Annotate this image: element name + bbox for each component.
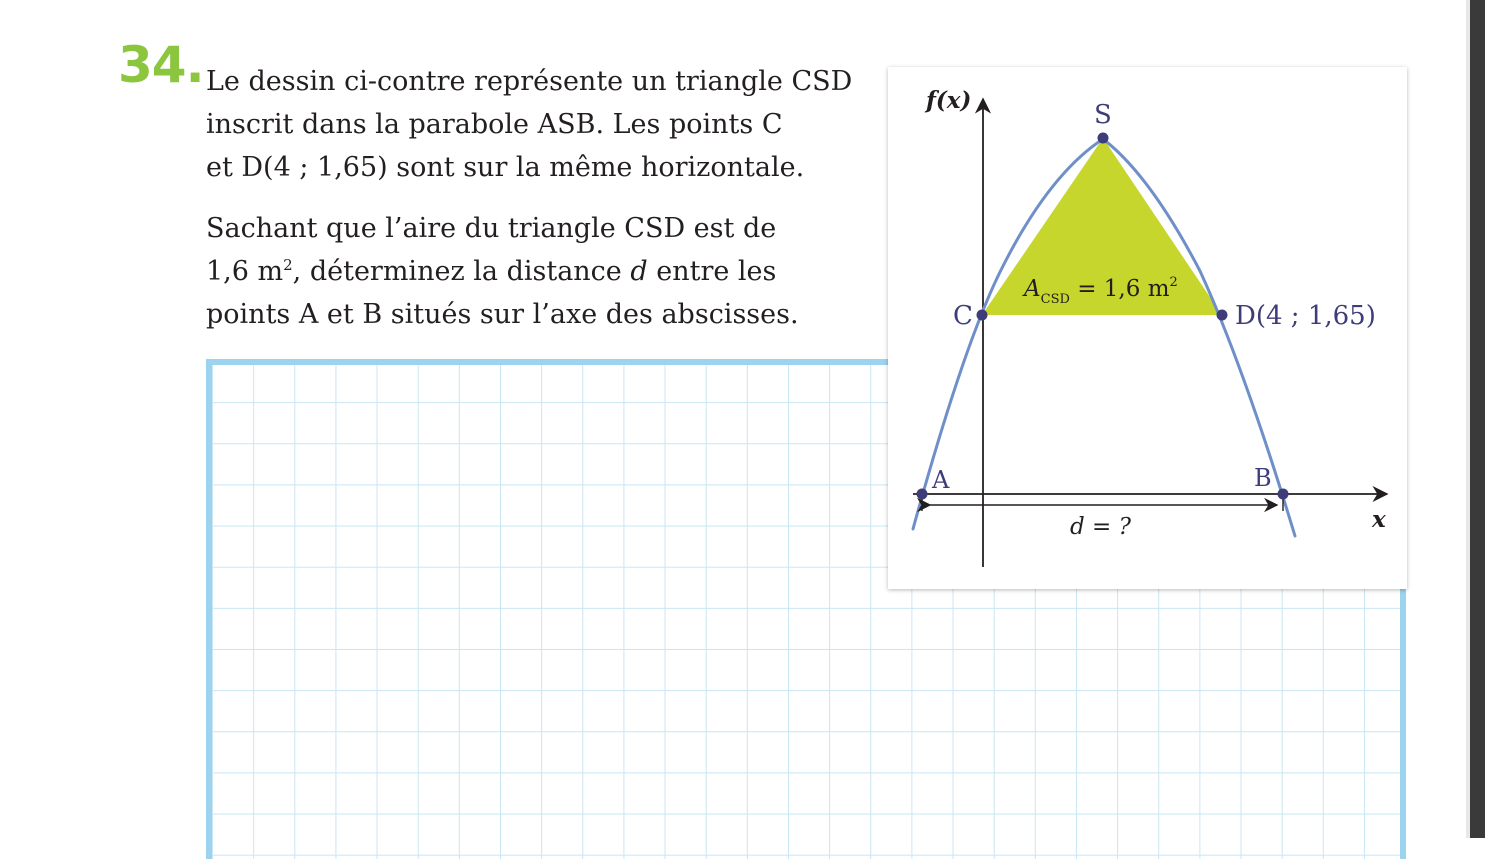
point-c bbox=[977, 310, 988, 321]
point-a bbox=[917, 489, 928, 500]
statement-paragraph-1 bbox=[206, 60, 866, 189]
statement-line: Le dessin ci-contre représente un triangle CSD bbox=[206, 66, 853, 97]
exponent: 2 bbox=[283, 256, 293, 274]
label-c: C bbox=[953, 301, 973, 331]
distance-label: d = ? bbox=[1070, 514, 1131, 540]
area-label-sub: CSD bbox=[1040, 292, 1070, 307]
statement-text: , déterminez la distance bbox=[292, 256, 631, 287]
point-b bbox=[1278, 489, 1289, 500]
statement-line: Sachant que l’aire du triangle CSD est de bbox=[206, 213, 777, 244]
statement-text: entre les bbox=[647, 256, 777, 287]
variable-d: d bbox=[630, 256, 648, 287]
y-axis-label: f(x) bbox=[926, 87, 972, 114]
label-b: B bbox=[1254, 464, 1272, 492]
label-d: D(4 ; 1,65) bbox=[1235, 301, 1376, 331]
statement-paragraph-2 bbox=[206, 207, 866, 336]
statement-line: inscrit dans la parabole ASB. Les points C bbox=[206, 109, 783, 140]
point-d bbox=[1217, 310, 1228, 321]
area-label-sup: 2 bbox=[1169, 275, 1178, 290]
statement-line: et D(4 ; 1,65) sont sur la même horizontale. bbox=[206, 152, 805, 183]
page-edge bbox=[1470, 0, 1485, 838]
label-a: A bbox=[932, 466, 950, 494]
area-label-value: = 1,6 m bbox=[1069, 276, 1170, 302]
parabola-diagram bbox=[888, 67, 1407, 589]
statement-line: points A et B situés sur l’axe des abscisses. bbox=[206, 299, 799, 330]
label-s: S bbox=[1094, 100, 1112, 130]
exercise-number: 34. bbox=[118, 36, 204, 94]
statement-text: 1,6 m bbox=[206, 256, 284, 287]
x-axis-label: x bbox=[1372, 506, 1386, 533]
parabola-figure bbox=[888, 67, 1407, 589]
point-s bbox=[1098, 133, 1109, 144]
area-label-main: A bbox=[1024, 276, 1041, 302]
exercise-statement bbox=[206, 60, 866, 336]
